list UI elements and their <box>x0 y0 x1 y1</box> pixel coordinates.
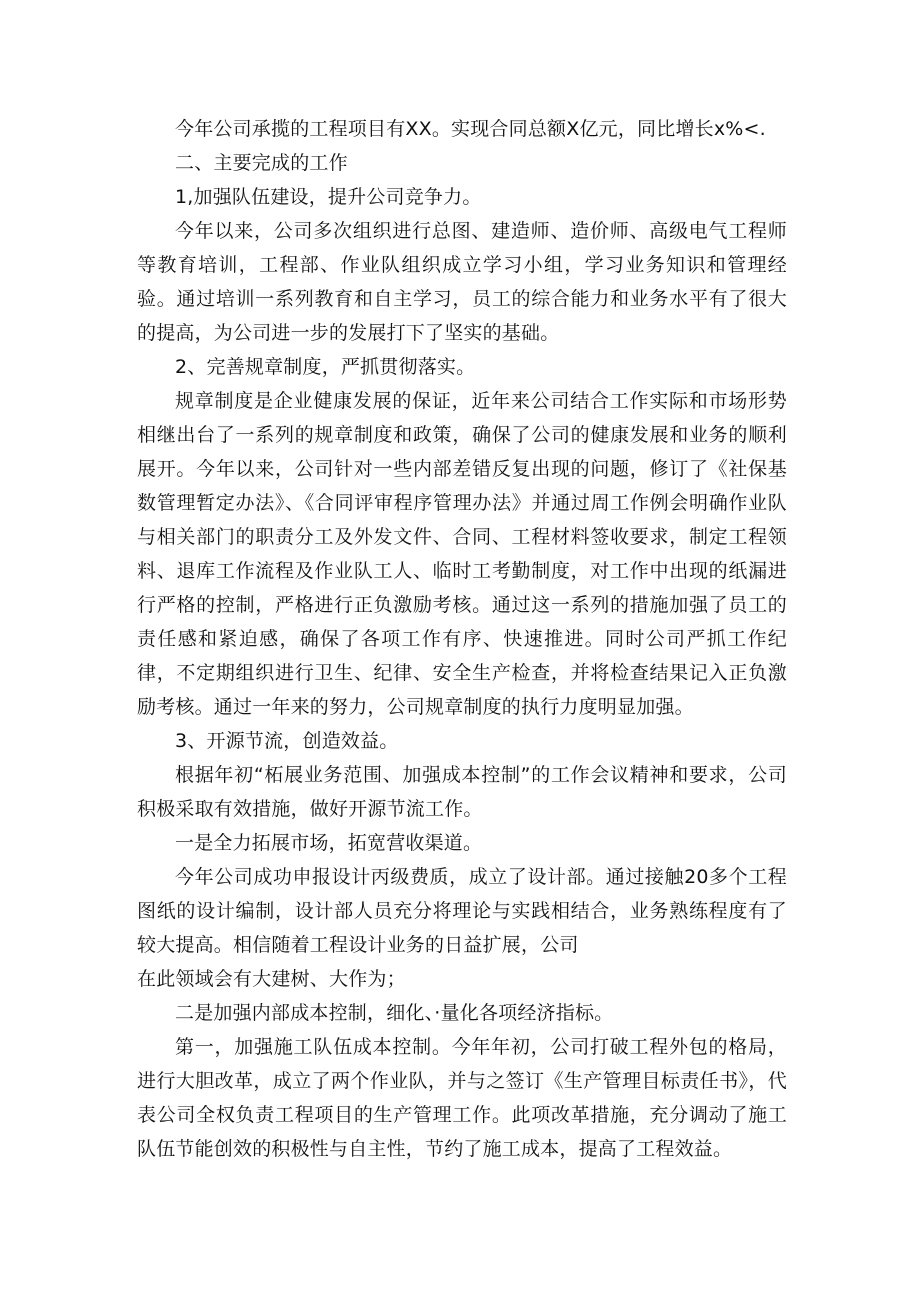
paragraph-training: 今年以来，公司多次组织进行总图、建造师、造价师、高级电气工程师等教育培训，工程部、作业队组织成立学习小组，学习业务知识和管理经验。通过培训一系列教育和自主学习，员工的综合能力和业务水平有了很大的提高，为公司进一步的发展打下了坚实的基础。 <box>137 220 787 344</box>
paragraph-summary: 今年公司承揽的工程项目有XX。实现合同总额X亿元，同比增长x%<. <box>175 118 766 140</box>
subheading-team-building: 1,加强队伍建设，提升公司竞争力。 <box>175 186 482 208</box>
paragraph-regulations: 规章制度是企业健康发展的保证，近年来公司结合工作实际和市场形势相继出台了一系列的规章制度和政策，确保了公司的健康发展和业务的顺利展开。今年以来，公司针对一些内部差错反复出现的问题，修订了《社保基数管理暂定办法》、《合同评审程序管理办法》并通过周工作例会明确作业队与相关部门的职责分工及外发文件、合同、工程材料签收要求，制定工程领料、退库工作流程及作业队工人、临时工考勤制度，对工作中出现的纸漏进行严格的控制，严格进行正负激励考核。通过这一系列的措施加强了员工的责任感和紧迫感，确保了各项工作有序、快速推进。同时公司严抓工作纪律，不定期组织进行卫生、纪律、安全生产检查，并将检查结果记入正负激励考核。通过一年来的努力，公司规章制度的执行力度明显加强。 <box>137 390 787 718</box>
subheading-cost-control: 二是加强内部成本控制，细化、·量化各项经济指标。 <box>175 1002 614 1024</box>
subheading-expand-market: 一是全力拓展市场，拓宽营收渠道。 <box>175 832 483 854</box>
paragraph-construction-cost: 第一，加强施工队伍成本控制。今年年初，公司打破工程外包的格局，进行大胆改革，成立了两个作业队，并与之签订《生产管理目标责任书》，代表公司全权负责工程项目的生产管理工作。此项改革措施，充分调动了施工队伍节能创效的积极性与自主性，节约了施工成本，提高了工程效益。 <box>137 1036 787 1160</box>
section-heading-main-work: 二、主要完成的工作 <box>175 152 348 174</box>
subheading-regulations: 2、完善规章制度，严抓贯彻落实。 <box>175 356 476 378</box>
paragraph-design-dept: 今年公司成功申报设计丙级费质，成立了设计部。通过接触20多个工程图纸的设计编制，设计部人员充分将理论与实践相结合，业务熟练程度有了较大提高。相信随着工程设计业务的日益扩展，公司 <box>137 866 787 956</box>
paragraph-continuation: 在此领域会有大建树、大作为； <box>137 968 406 990</box>
paragraph-meeting-spirit: 根据年初“柘展业务范围、加强成本控制”的工作会议精神和要求，公司积极采取有效措施，做好开源节流工作。 <box>137 764 787 820</box>
subheading-open-source: 3、开源节流，创造效益。 <box>175 730 399 752</box>
document-body <box>137 112 787 1166</box>
